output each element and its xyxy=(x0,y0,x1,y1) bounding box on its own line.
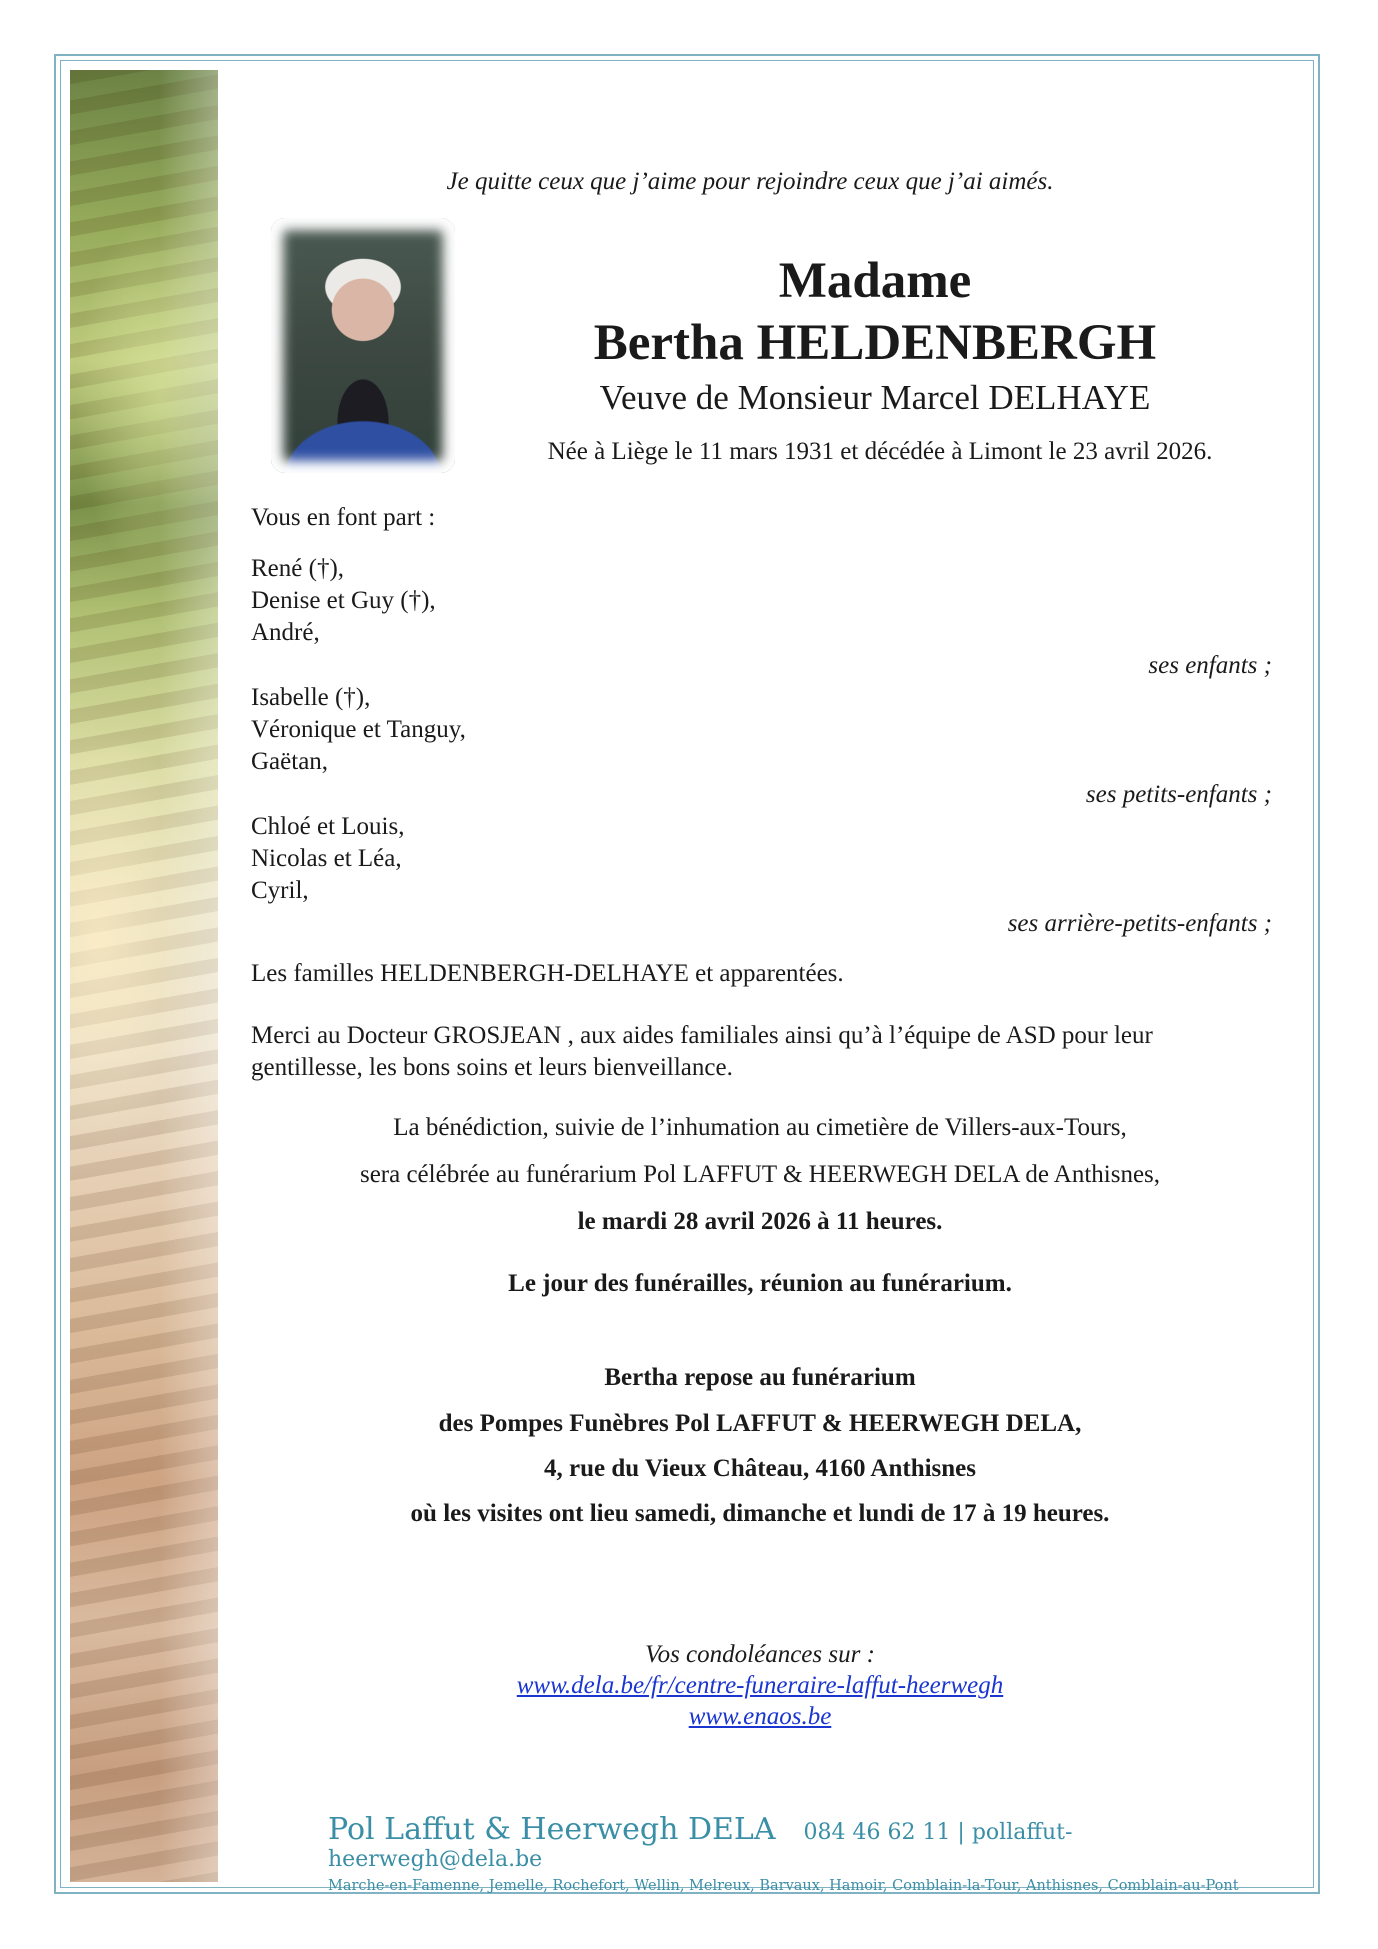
ceremony-line-2: sera célébrée au funérarium Pol LAFFUT & HEERWEGH DELA de Anthisnes, xyxy=(359,1161,1161,1188)
epigraph: Je quitte ceux que j’aime pour rejoindre ceux que j’ai aimés. xyxy=(446,168,1054,195)
side-image-fade xyxy=(70,70,218,1882)
family-member: Isabelle (†), xyxy=(251,684,371,711)
ceremony-datetime: le mardi 28 avril 2026 à 11 heures. xyxy=(577,1208,943,1235)
reunion-line: Le jour des funérailles, réunion au funérarium. xyxy=(508,1270,1012,1297)
repose-line-1: Bertha repose au funérarium xyxy=(604,1364,916,1391)
family-group-grandchildren xyxy=(251,682,1271,778)
deceased-header xyxy=(500,250,1250,422)
funeral-home-logo: Pol Laffut & Heerwegh DELA xyxy=(328,1812,776,1847)
thanks-line: Merci au Docteur GROSJEAN , aux aides familiales ainsi qu’à l’équipe de ASD pour leur xyxy=(251,1022,1153,1049)
funeral-home-contact: 084 46 62 11 | pollaffut-heerwegh@dela.be xyxy=(328,1820,1073,1872)
funeral-home-locations: Marche-en-Famenne, Jemelle, Rochefort, Wellin, Melreux, Barvaux, Hamoir, Comblain-la-Tour, Anthisnes, Comblain-au-Pont xyxy=(328,1878,1239,1894)
relation-grandchildren: ses petits-enfants ; xyxy=(1085,781,1272,808)
honorific: Madame xyxy=(778,253,972,309)
condolences-label: Vos condoléances sur : xyxy=(645,1641,875,1668)
relation-great-grandchildren: ses arrière-petits-enfants ; xyxy=(1007,910,1272,937)
family-member: André, xyxy=(251,619,320,646)
condolences-link-enaos[interactable]: www.enaos.be xyxy=(688,1703,832,1730)
thanks-paragraph xyxy=(251,1020,1271,1084)
family-member: Véronique et Tanguy, xyxy=(251,716,466,743)
families-line: Les familles HELDENBERGH-DELHAYE et apparentées. xyxy=(251,960,844,987)
family-member: Cyril, xyxy=(251,877,309,904)
repose-visits: où les visites ont lieu samedi, dimanche et lundi de 17 à 19 heures. xyxy=(410,1500,1110,1527)
funeral-home-footer xyxy=(328,1812,1239,1894)
family-member: René (†), xyxy=(251,555,345,582)
relation-children: ses enfants ; xyxy=(1148,652,1272,679)
spouse-line: Veuve de Monsieur Marcel DELHAYE xyxy=(599,378,1151,417)
birth-death-dates: Née à Liège le 11 mars 1931 et décédée à Limont le 23 avril 2026. xyxy=(547,438,1213,465)
deceased-name: Bertha HELDENBERGH xyxy=(593,315,1157,371)
thanks-line: gentillesse, les bons soins et leurs bienveillance. xyxy=(251,1054,733,1081)
repose-address: 4, rue du Vieux Château, 4160 Anthisnes xyxy=(543,1455,977,1482)
family-member: Nicolas et Léa, xyxy=(251,845,402,872)
portrait-photo xyxy=(271,218,455,473)
family-member: Denise et Guy (†), xyxy=(251,587,436,614)
condolences-link-container-2 xyxy=(250,1703,1270,1731)
family-member: Gaëtan, xyxy=(251,748,329,775)
ceremony-line-1: La bénédiction, suivie de l’inhumation au cimetière de Villers-aux-Tours, xyxy=(393,1114,1127,1141)
family-member: Chloé et Louis, xyxy=(251,813,405,840)
condolences-link-container xyxy=(250,1672,1270,1700)
family-group-great-grandchildren xyxy=(251,811,1271,907)
condolences-link-dela[interactable]: www.dela.be/fr/centre-funeraire-laffut-heerwegh xyxy=(516,1672,1004,1699)
repose-line-2: des Pompes Funèbres Pol LAFFUT & HEERWEGH DELA, xyxy=(438,1410,1082,1437)
family-group-children xyxy=(251,553,1271,649)
announcement-intro: Vous en font part : xyxy=(251,504,436,531)
